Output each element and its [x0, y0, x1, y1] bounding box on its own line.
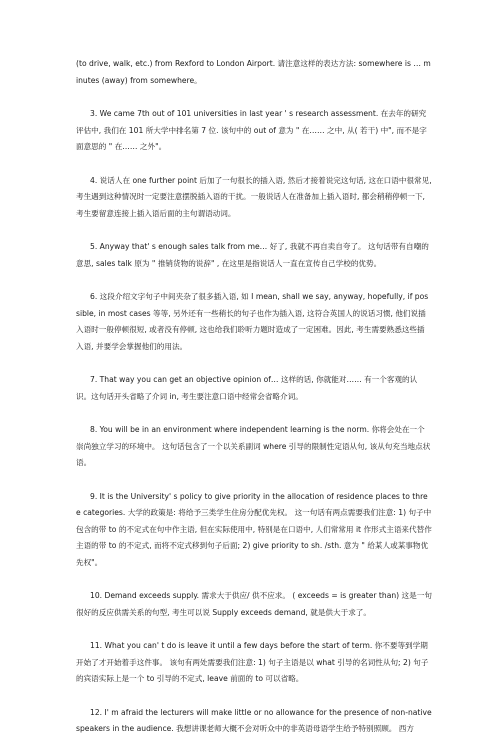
- document-body: [76, 56, 432, 755]
- paragraph-8: 8. You will be in an environment where independent learning is the norm. 你将会处在一个崇尚独立学习的环境中。 这句话包含了一个以关系副词 where 引导的限制性定语从句, 该从句充当地点状语。: [76, 425, 431, 467]
- paragraph-7: 7. That way you can get an objective opinion of… 这样的话, 你就能对…… 有一个客观的认识。这句话开头省略了介词 in, 考生要注意口语中经常会省略介词。: [76, 375, 418, 401]
- paragraph-6: 6. 这段介绍文字句子中间夹杂了很多插入语, 如 I mean, shall we say, anyway, hopefully, if possible, in most cases 等等, 另外还有一些稍长的句子也作为插入语, 这符合英国人的说话习惯, 他们说插入语时一般停顿很短, 或者没有停顿, 这也给我们聆听力题时造成了一定困难。因此, 考生需要熟悉这些插入语, 并要学会掌握他们的用法。: [76, 292, 429, 351]
- paragraph-continued: (to drive, walk, etc.) from Rexford to London Airport. 请注意这样的表达方法: somewhere is … minutes (away) from somewhere。: [76, 59, 431, 85]
- paragraph-12: 12. I' m afraid the lecturers will make little or no allowance for the presence of non-native speakers in the audience. 我想讲课老师大概不会对听众中的非英语母语学生给予特别照顾。 西方: [76, 707, 432, 733]
- paragraph-9: 9. It is the University' s policy to give priority in the allocation of residence places to three categories. 大学的政策是: 将给予三类学生住房分配优先权。 这一句话有两点需要我们注意: 1) 句子中包含的带 to 的不定式在句中作主语, 但在实际使用中, 特别是在口语中, 人们常常用 it 作形式主语来代替作主语的带 to 的不定式, 而将不定式移到句子后面; 2) give priority to sh. /sth. 意为 " 给某人或某事物优先权"。: [76, 491, 432, 567]
- paragraph-4: 4. 说话人在 one further point 后加了一句很长的插入语, 然后才接着说完这句话, 这在口语中很常见, 考生遇到这种情况时一定要注意摆脱插入语的干扰。一般说话人在准备加上插入语时, 都会稍稍停顿一下, 考生要留意连接上插入语后面的主句谓语动词。: [76, 175, 432, 218]
- paragraph-5: 5. Anyway that' s enough sales talk from me… 好了, 我就不再自卖自夸了。 这句话带有自嘲的意思, sales talk 原为 " 推销货物的说辞" , 在这里是指说话人一直在宣传自己学校的优势。: [76, 242, 429, 268]
- paragraph-11: 11. What you can' t do is leave it until a few days before the start of term. 你不要等到学期开始了才开始着手这件事。 该句有两处需要我们注意: 1) 句子主语是以 what 引导的名词性从句; 2) 句子的宾语实际上是一个 to 引导的不定式, leave 前面的 to 可以省略。: [76, 641, 429, 683]
- paragraph-10: 10. Demand exceeds supply. 需求大于供应/ 供不应求。 ( exceeds = is greater than) 这是一句很好的反应供需关系的句型, 考生可以说 Supply exceeds demand, 就是供大于求了。: [76, 591, 432, 617]
- paragraph-3: 3. We came 7th out of 101 universities in last year ' s research assessment. 在去年的研究评估中, 我们在 101 所大学中排名第 7 位. 该句中的 out of 意为 " 在…… 之中, 从( 若干) 中", 而不是字面意思的 " 在…… 之外"。: [76, 109, 427, 151]
